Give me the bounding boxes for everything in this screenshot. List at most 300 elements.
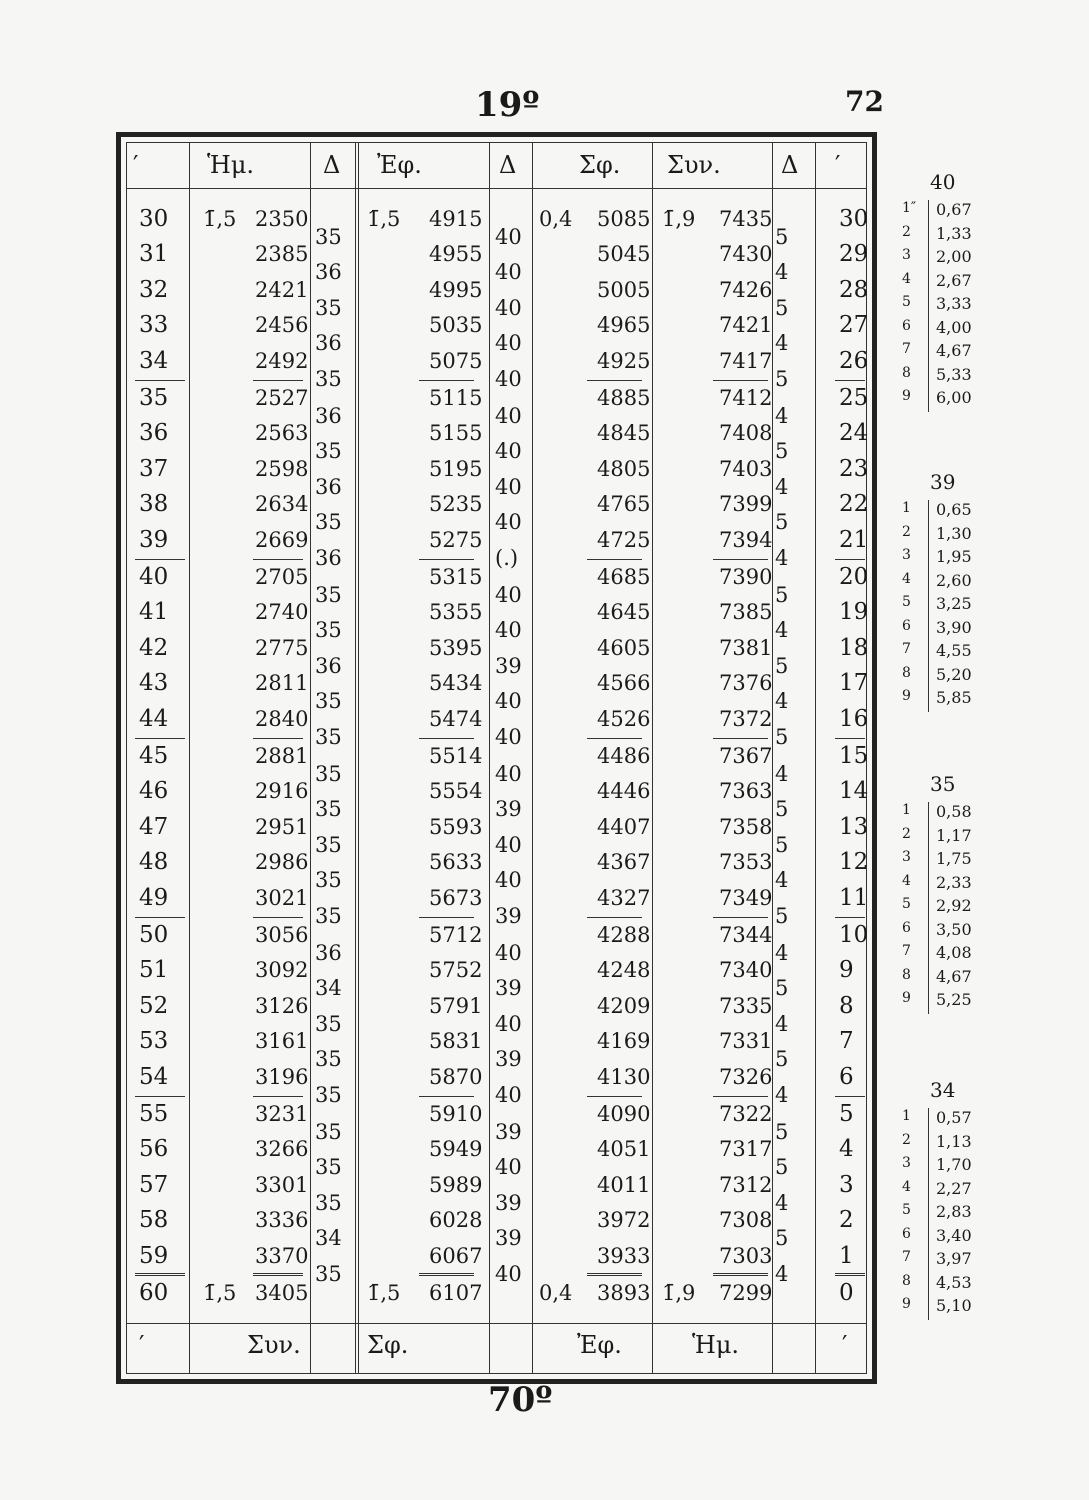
value-syn: 7322: [719, 1102, 773, 1126]
difference-d2: 39: [495, 1226, 522, 1251]
minute-right: 11: [839, 884, 869, 911]
side-table-digit: 6: [902, 919, 911, 936]
value-hm: 3161: [255, 1029, 309, 1054]
minute-left: 57: [139, 1171, 169, 1198]
group-rule: [135, 380, 185, 381]
difference-d2: 40: [495, 295, 522, 320]
minute-right: 16: [839, 705, 869, 732]
difference-d1: 35: [315, 868, 342, 893]
minute-left: 52: [139, 992, 169, 1019]
value-sf: 4090: [597, 1102, 651, 1126]
value-sf: 4845: [597, 421, 651, 446]
column-divider: [189, 143, 190, 1373]
group-rule: [587, 1096, 642, 1097]
value-hm: 3301: [255, 1172, 309, 1197]
minute-right: 8: [839, 992, 854, 1019]
group-rule: [713, 917, 768, 918]
value-sf: 4288: [597, 923, 651, 947]
value-hm: 3196: [255, 1064, 309, 1089]
minute-left: 38: [139, 491, 169, 518]
difference-d3: 4: [775, 762, 789, 786]
difference-d2: 39: [495, 653, 522, 678]
difference-d3: 5: [775, 903, 789, 928]
side-table-head: 35: [930, 772, 956, 796]
side-table-value: 5,85: [936, 688, 972, 707]
value-sf: 4605: [597, 635, 651, 660]
difference-d2: 40: [495, 1011, 522, 1036]
difference-d1: 35: [315, 762, 342, 786]
side-table-value: 5,10: [936, 1296, 972, 1315]
difference-d3: 4: [775, 260, 789, 285]
difference-d1: 35: [315, 510, 342, 535]
value-ef: 5514: [429, 744, 483, 768]
group-rule: [253, 738, 303, 739]
difference-d2: 40: [495, 510, 522, 535]
minute-right: 27: [839, 312, 869, 339]
value-hm: 2385: [255, 242, 309, 267]
column-header: ′: [133, 151, 139, 179]
group-rule: [135, 1275, 185, 1276]
value-sf: 5005: [597, 277, 651, 302]
difference-d3: 4: [775, 404, 789, 428]
value-hm: 2881: [255, 744, 309, 768]
page-degree-top: 19º: [475, 85, 540, 125]
side-table-value: 2,27: [936, 1178, 972, 1198]
value-sf: 3972: [597, 1208, 651, 1233]
side-table-value: 6,00: [936, 388, 972, 407]
value-sf: 4248: [597, 958, 651, 983]
value-syn: 7394: [719, 527, 773, 552]
value-sf: 4765: [597, 492, 651, 517]
difference-d2: 40: [495, 366, 522, 391]
value-syn: 7331: [719, 1029, 773, 1054]
side-table-digit: 5: [902, 294, 911, 310]
side-table-digit: 7: [902, 641, 911, 657]
value-ef: 4915: [429, 207, 483, 231]
minute-left: 37: [139, 455, 169, 482]
side-table-digit: 2: [902, 1131, 911, 1148]
column-header: Δ: [499, 151, 517, 179]
difference-d2: 40: [495, 1261, 522, 1286]
side-table-digit: 4: [902, 1178, 911, 1195]
column-divider: [652, 143, 653, 1373]
difference-d1: 36: [315, 941, 342, 965]
column-header: Σφ.: [579, 151, 621, 179]
side-table-digit: 9: [902, 990, 911, 1006]
value-hm: 3021: [255, 885, 309, 910]
value-sf: 4407: [597, 814, 651, 839]
group-rule: [713, 738, 768, 739]
value-sf: 4725: [597, 527, 651, 552]
side-table-digit: 5: [902, 1202, 911, 1218]
value-syn: 7344: [719, 923, 773, 947]
value-ef: 5355: [429, 600, 483, 625]
difference-d2: 40: [495, 331, 522, 356]
side-table-digit: 2: [902, 223, 911, 240]
difference-d1: 35: [315, 225, 342, 249]
minute-right: 22: [839, 491, 869, 518]
difference-d2: 40: [495, 724, 522, 749]
value-syn: 7367: [719, 744, 773, 768]
side-table-digit: 9: [902, 1296, 911, 1312]
minute-right: 9: [839, 957, 854, 984]
value-hm: 2350: [255, 207, 309, 231]
group-rule: [419, 738, 474, 739]
value-hm: 2598: [255, 456, 309, 481]
side-table-divider: [928, 500, 929, 712]
difference-d2: 40: [495, 868, 522, 893]
difference-d1: 35: [315, 832, 342, 857]
difference-d2: 40: [495, 832, 522, 857]
difference-d3: 5: [775, 295, 789, 320]
side-table-value: 5,25: [936, 990, 972, 1009]
minute-left: 53: [139, 1028, 169, 1055]
prefix-hm: 1̄,5: [203, 1281, 237, 1305]
group-rule: [835, 917, 865, 918]
minute-left: 50: [139, 922, 169, 948]
side-table-digit: 3: [902, 547, 911, 563]
value-ef: 5474: [429, 706, 483, 731]
side-table-value: 2,60: [936, 570, 972, 590]
group-rule: [713, 380, 768, 381]
value-syn: 7312: [719, 1172, 773, 1197]
group-rule: [835, 1275, 865, 1276]
difference-d2: 40: [495, 1082, 522, 1107]
value-ef: 4995: [429, 277, 483, 302]
difference-d1: 35: [315, 1261, 342, 1286]
difference-d3: 5: [775, 583, 789, 607]
value-syn: 7317: [719, 1137, 773, 1162]
difference-d2: 40: [495, 762, 522, 786]
value-syn: 7390: [719, 565, 773, 589]
column-footer: ′: [842, 1331, 848, 1359]
side-table-value: 2,83: [936, 1202, 972, 1221]
minute-right: 3: [839, 1171, 854, 1198]
group-rule: [587, 738, 642, 739]
difference-d1: 35: [315, 583, 342, 607]
column-footer: Συν.: [247, 1331, 301, 1359]
prefix-ef: 1̄,5: [367, 1281, 401, 1305]
minute-left: 34: [139, 347, 169, 374]
side-table-digit: 1: [902, 1108, 911, 1124]
value-ef: 5195: [429, 456, 483, 481]
value-ef: 6107: [429, 1281, 483, 1305]
column-divider: [355, 143, 359, 1373]
value-hm: 2951: [255, 814, 309, 839]
value-ef: 6067: [429, 1243, 483, 1268]
difference-d3: 5: [775, 366, 789, 391]
final-rule: [713, 1273, 768, 1274]
prefix-sf: 0,4: [539, 1281, 573, 1305]
difference-d1: 35: [315, 903, 342, 928]
value-sf: 4486: [597, 744, 651, 768]
value-ef: 5395: [429, 635, 483, 660]
minute-left: 56: [139, 1136, 169, 1163]
group-rule: [419, 380, 474, 381]
difference-d2: 40: [495, 941, 522, 965]
value-sf: 4566: [597, 671, 651, 696]
prefix-ef: 1̄,5: [367, 207, 401, 231]
minute-left: 41: [139, 599, 169, 626]
value-hm: 2916: [255, 779, 309, 804]
side-table-digit: 7: [902, 1249, 911, 1265]
side-table-value: 0,65: [936, 500, 972, 519]
side-table-value: 1,33: [936, 223, 972, 243]
value-syn: 7299: [719, 1281, 773, 1305]
minute-right: 12: [839, 849, 869, 876]
value-ef: 5315: [429, 565, 483, 589]
group-rule: [587, 559, 642, 560]
group-rule: [253, 1275, 303, 1276]
side-table-value: 0,67: [936, 200, 972, 219]
group-rule: [419, 1275, 474, 1276]
side-table-value: 3,97: [936, 1249, 972, 1268]
difference-d1: 35: [315, 724, 342, 749]
group-rule: [835, 380, 865, 381]
minute-right: 14: [839, 778, 869, 805]
difference-d1: 36: [315, 260, 342, 285]
minute-left: 32: [139, 276, 169, 303]
difference-d1: 36: [315, 545, 342, 570]
difference-d3: 5: [775, 797, 789, 822]
value-ef: 5434: [429, 671, 483, 696]
minute-left: 42: [139, 634, 169, 661]
difference-d2: 40: [495, 583, 522, 607]
group-rule: [253, 917, 303, 918]
side-table-value: 3,90: [936, 617, 972, 637]
difference-d3: 5: [775, 439, 789, 464]
side-table-digit: 8: [902, 1272, 911, 1289]
value-sf: 3933: [597, 1243, 651, 1268]
group-rule: [419, 559, 474, 560]
value-syn: 7363: [719, 779, 773, 804]
column-footer: Σφ.: [367, 1331, 409, 1359]
minute-right: 6: [839, 1063, 854, 1090]
side-table-value: 3,33: [936, 294, 972, 313]
difference-d2: 40: [495, 225, 522, 249]
value-hm: 3231: [255, 1102, 309, 1126]
value-sf: 4885: [597, 386, 651, 410]
difference-d3: 4: [775, 1011, 789, 1036]
value-syn: 7403: [719, 456, 773, 481]
column-divider: [489, 143, 490, 1373]
side-table-value: 0,58: [936, 802, 972, 821]
value-syn: 7399: [719, 492, 773, 517]
minute-right: 7: [839, 1028, 854, 1055]
value-syn: 7381: [719, 635, 773, 660]
difference-d2: 39: [495, 1190, 522, 1215]
value-sf: 4327: [597, 885, 651, 910]
minute-right: 20: [839, 564, 869, 590]
value-sf: 4446: [597, 779, 651, 804]
difference-d3: 4: [775, 1261, 789, 1286]
minute-right: 5: [839, 1101, 854, 1127]
value-syn: 7308: [719, 1208, 773, 1233]
difference-d2: 40: [495, 689, 522, 714]
difference-d1: 34: [315, 976, 342, 1001]
side-table-value: 3,50: [936, 919, 972, 939]
value-ef: 5593: [429, 814, 483, 839]
minute-right: 26: [839, 347, 869, 374]
difference-d3: 4: [775, 545, 789, 570]
side-table-value: 4,55: [936, 641, 972, 660]
group-rule: [835, 1096, 865, 1097]
value-ef: 5831: [429, 1029, 483, 1054]
value-syn: 7335: [719, 993, 773, 1018]
group-rule: [419, 917, 474, 918]
value-syn: 7408: [719, 421, 773, 446]
value-sf: 4526: [597, 706, 651, 731]
minute-right: 25: [839, 385, 869, 411]
value-sf: 4645: [597, 600, 651, 625]
difference-d1: 36: [315, 404, 342, 428]
group-rule: [253, 380, 303, 381]
side-table-divider: [928, 200, 929, 412]
side-table-digit: 7: [902, 341, 911, 357]
side-table-head: 34: [930, 1078, 956, 1102]
value-sf: 4209: [597, 993, 651, 1018]
group-rule: [835, 559, 865, 560]
value-ef: 5235: [429, 492, 483, 517]
difference-d3: 5: [775, 225, 789, 249]
value-hm: 3126: [255, 993, 309, 1018]
minute-left: 43: [139, 670, 169, 697]
header-divider: [127, 1323, 866, 1324]
value-sf: 5045: [597, 242, 651, 267]
difference-d1: 35: [315, 1120, 342, 1144]
difference-d1: 36: [315, 653, 342, 678]
difference-d3: 5: [775, 976, 789, 1001]
value-syn: 7421: [719, 313, 773, 338]
minute-right: 2: [839, 1207, 854, 1234]
side-table-value: 1,95: [936, 547, 972, 566]
side-table-digit: 4: [902, 570, 911, 587]
side-table-digit: 5: [902, 594, 911, 610]
group-rule: [587, 1275, 642, 1276]
group-rule: [253, 1096, 303, 1097]
side-table-digit: 9: [902, 688, 911, 704]
value-sf: 4051: [597, 1137, 651, 1162]
trig-table: [116, 132, 877, 1384]
value-ef: 5155: [429, 421, 483, 446]
side-table-digit: 6: [902, 617, 911, 634]
difference-d1: 36: [315, 474, 342, 499]
value-syn: 7417: [719, 348, 773, 373]
final-rule: [587, 1273, 642, 1274]
difference-d3: 5: [775, 832, 789, 857]
difference-d2: 40: [495, 618, 522, 643]
value-hm: 2840: [255, 706, 309, 731]
side-table-value: 5,20: [936, 664, 972, 684]
minute-right: 18: [839, 634, 869, 661]
minute-right: 24: [839, 420, 869, 447]
prefix-syn: 1̄,9: [662, 207, 696, 231]
column-header: Ἐφ.: [377, 151, 422, 179]
group-rule: [587, 917, 642, 918]
prefix-hm: 1̄,5: [203, 207, 237, 231]
minute-right: 15: [839, 743, 869, 769]
side-table-value: 2,33: [936, 872, 972, 892]
difference-d2: 39: [495, 976, 522, 1001]
side-table-digit: 4: [902, 270, 911, 287]
group-rule: [135, 917, 185, 918]
group-rule: [587, 380, 642, 381]
difference-d3: 4: [775, 474, 789, 499]
difference-d3: 5: [775, 1226, 789, 1251]
minute-right: 1: [839, 1242, 854, 1269]
side-table-digit: 3: [902, 1155, 911, 1171]
group-rule: [135, 559, 185, 560]
minute-right: 21: [839, 526, 869, 553]
value-hm: 2492: [255, 348, 309, 373]
minute-right: 4: [839, 1136, 854, 1163]
minute-right: 29: [839, 241, 869, 268]
value-hm: 3370: [255, 1243, 309, 1268]
difference-d3: 4: [775, 941, 789, 965]
value-ef: 5752: [429, 958, 483, 983]
side-table-digit: 9: [902, 388, 911, 404]
final-rule: [419, 1273, 474, 1274]
value-sf: 4130: [597, 1064, 651, 1089]
difference-d1: 35: [315, 1047, 342, 1072]
prefix-syn: 1̄,9: [662, 1281, 696, 1305]
trig-table-grid: [126, 142, 867, 1374]
minute-right: 0: [839, 1280, 854, 1306]
page-number: 72: [845, 85, 884, 118]
value-syn: 7376: [719, 671, 773, 696]
value-ef: 5275: [429, 527, 483, 552]
side-table-head: 39: [930, 470, 956, 494]
difference-d3: 4: [775, 1082, 789, 1107]
value-ef: 5115: [429, 386, 483, 410]
side-table-value: 1,70: [936, 1155, 972, 1174]
value-hm: 2705: [255, 565, 309, 589]
side-table-digit: 6: [902, 1225, 911, 1242]
minute-left: 35: [139, 385, 169, 411]
difference-d3: 4: [775, 689, 789, 714]
side-table-value: 5,33: [936, 364, 972, 384]
value-ef: 5673: [429, 885, 483, 910]
value-sf: 4685: [597, 565, 651, 589]
difference-d1: 35: [315, 1155, 342, 1180]
column-header: Συν.: [667, 151, 721, 179]
value-ef: 5870: [429, 1064, 483, 1089]
side-table-value: 4,00: [936, 317, 972, 337]
difference-d3: 5: [775, 724, 789, 749]
difference-d3: 5: [775, 510, 789, 535]
group-rule: [419, 1096, 474, 1097]
value-hm: 3336: [255, 1208, 309, 1233]
side-table-value: 4,53: [936, 1272, 972, 1292]
prefix-sf: 0,4: [539, 207, 573, 231]
final-rule: [253, 1273, 303, 1274]
minute-left: 46: [139, 778, 169, 805]
value-sf: 4925: [597, 348, 651, 373]
value-ef: 5712: [429, 923, 483, 947]
minute-left: 40: [139, 564, 169, 590]
column-header: Ἡμ.: [207, 151, 255, 179]
difference-d1: 35: [315, 1011, 342, 1036]
minute-right: 28: [839, 276, 869, 303]
side-table-digit: 7: [902, 943, 911, 959]
difference-d1: 36: [315, 331, 342, 356]
value-hm: 2775: [255, 635, 309, 660]
side-table-divider: [928, 1108, 929, 1320]
value-hm: 3405: [255, 1281, 309, 1305]
value-ef: 5075: [429, 348, 483, 373]
value-hm: 2986: [255, 850, 309, 875]
difference-d1: 34: [315, 1226, 342, 1251]
